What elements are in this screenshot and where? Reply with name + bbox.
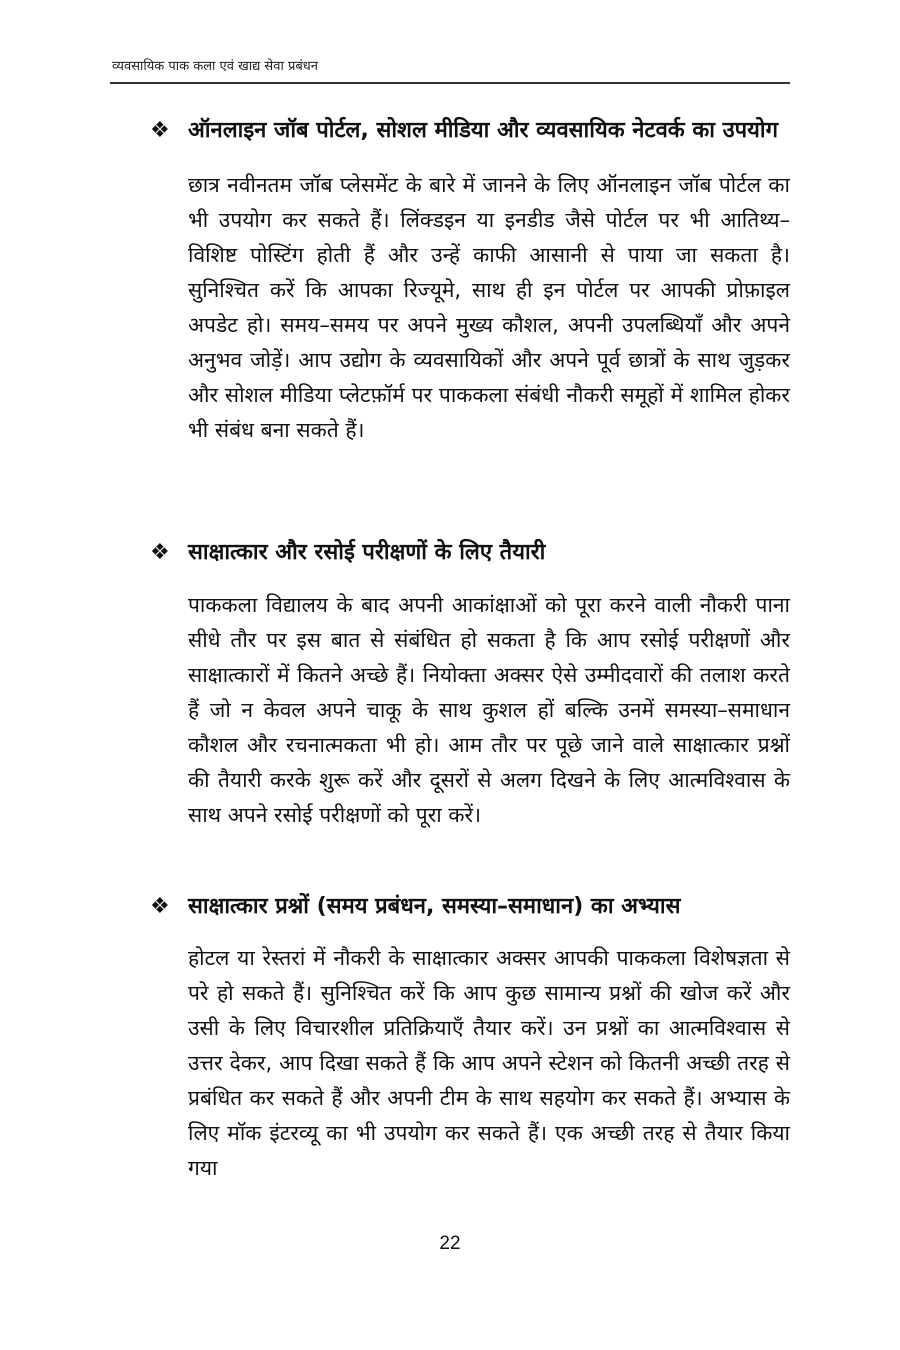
section-interview-practice [150,888,790,1186]
header-divider [110,82,790,84]
section-online-job-portals [150,112,790,448]
section-heading [150,112,790,150]
section-heading [150,888,790,926]
section-interview-kitchen-tests [150,534,790,833]
diamond-bullet-icon: ❖ [150,540,170,565]
section-paragraph: पाककला विद्यालय के बाद अपनी आकांक्षाओं को पूरा करने वाली नौकरी पाना सीधे तौर पर इस बात से संबंधित हो सकता है कि आप रसोई परीक्षणों और साक्षात्कारों में कितने अच्छे हैं। नियोक्ता अक्सर ऐसे उम्मीदवारों की तलाश करते हैं जो न केवल अपने चाकू के साथ कुशल हों बल्कि उनमें समस्या–समाधान कौशल और रचनात्मकता भी हो। आम तौर पर पूछे जाने वाले साक्षात्कार प्रश्नों की तैयारी करके शुरू करें और दूसरों से अलग दिखने के लिए आत्मविश्वास के साथ अपने रसोई परीक्षणों को पूरा करें। [188,593,790,827]
section-heading-text: साक्षात्कार और रसोई परीक्षणों के लिए तैयारी [188,540,546,565]
section-heading-text: ऑनलाइन जॉब पोर्टल, सोशल मीडिया और व्यवसायिक नेटवर्क का उपयोग [188,118,779,143]
diamond-bullet-icon: ❖ [150,118,170,143]
section-heading-text: साक्षात्कार प्रश्नों (समय प्रबंधन, समस्या–समाधान) का अभ्यास [188,894,681,919]
diamond-bullet-icon: ❖ [150,894,170,919]
section-paragraph: छात्र नवीनतम जॉब प्लेसमेंट के बारे में जानने के लिए ऑनलाइन जॉब पोर्टल का भी उपयोग कर सकते हैं। लिंक्डइन या इनडीड जैसे पोर्टल पर भी आतिथ्य–विशिष्ट पोस्टिंग होती हैं और उन्हें काफी आसानी से पाया जा सकता है। सुनिश्चित करें कि आपका रिज्यूमे, साथ ही इन पोर्टल पर आपकी प्रोफ़ाइल अपडेट हो। समय–समय पर अपने मुख्य कौशल, अपनी उपलब्धियाँ और अपने अनुभव जोड़ें। आप उद्योग के व्यवसायिकों और अपने पूर्व छात्रों के साथ जुड़कर और सोशल मीडिया प्लेटफ़ॉर्म पर पाककला संबंधी नौकरी समूहों में शामिल होकर भी संबंध बना सकते हैं। [188,173,790,442]
running-header-title: व्यवसायिक पाक कला एवं खाद्य सेवा प्रबंधन [112,59,318,74]
section-heading [150,534,790,572]
page-number: 22 [439,1233,461,1254]
section-paragraph: होटल या रेस्तरां में नौकरी के साक्षात्कार अक्सर आपकी पाककला विशेषज्ञता से परे हो सकते हैं। सुनिश्चित करें कि आप कुछ सामान्य प्रश्नों की खोज करें और उसी के लिए विचारशील प्रतिक्रियाएँ तैयार करें। उन प्रश्नों का आत्मविश्वास से उत्तर देकर, आप दिखा सकते हैं कि आप अपने स्टेशन को कितनी अच्छी तरह से प्रबंधित कर सकते हैं और अपनी टीम के साथ सहयोग कर सकते हैं। अभ्यास के लिए मॉक इंटरव्यू का भी उपयोग कर सकते हैं। एक अच्छी तरह से तैयार किया गया [188,946,790,1180]
